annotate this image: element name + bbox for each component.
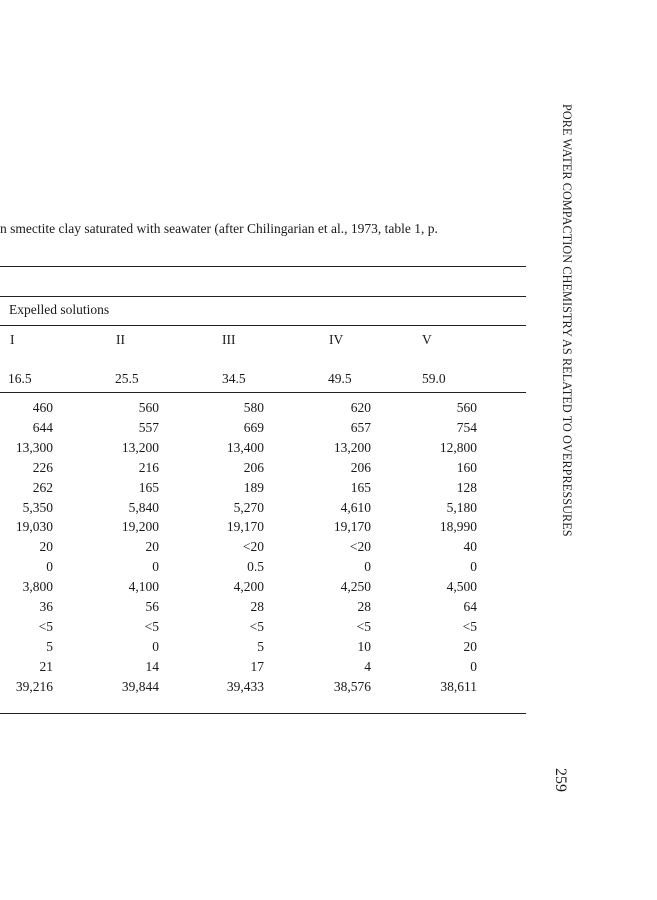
table-cell: 226: [32, 459, 53, 475]
table-caption: n smectite clay saturated with seawater (after Chilingarian et al., 1973, table 1, p.: [0, 221, 438, 236]
table-cell: 3,800: [22, 579, 53, 595]
table-cell: 13,300: [15, 439, 53, 455]
table-cell: 4,610: [340, 499, 371, 515]
table-cell: 40: [463, 539, 477, 555]
table-cell: 165: [138, 479, 159, 495]
table-cell: 0: [152, 638, 159, 654]
table-cell: 56: [145, 599, 159, 614]
spanner-bottom-rule: [0, 325, 526, 326]
table-cell: 39,433: [226, 678, 264, 694]
table-cell: 13,200: [333, 439, 371, 455]
table-cell: 36: [39, 599, 53, 614]
spanner-label: Expelled solutions: [9, 302, 110, 317]
column-header-ii: II: [116, 332, 125, 347]
table-cell: 557: [138, 419, 159, 435]
table-cell: 12,800: [439, 439, 477, 455]
table-cell: <5: [356, 618, 371, 634]
table-cell: 20: [145, 539, 159, 555]
table-top-rule: [0, 266, 526, 267]
table-cell: 4,200: [233, 579, 264, 595]
table-cell: <20: [349, 539, 371, 555]
spanner-top-rule: [0, 296, 526, 297]
table-cell: 19,030: [15, 519, 53, 535]
header-bottom-rule: [0, 392, 526, 393]
table-cell: 580: [243, 400, 264, 415]
pressure-value: 59.0: [422, 371, 446, 386]
table-cell: 669: [243, 419, 264, 435]
table-cell: 560: [456, 400, 477, 415]
table-cell: 18,990: [439, 519, 477, 535]
table-cell: 560: [138, 400, 159, 415]
table-cell: <5: [144, 618, 159, 634]
table-cell: 5,270: [233, 499, 264, 515]
table-cell: <5: [249, 618, 264, 634]
table-cell: 4: [364, 658, 371, 674]
table-cell: 5,840: [128, 499, 159, 515]
table-cell: <5: [462, 618, 477, 634]
table-cell: 28: [357, 599, 371, 614]
table-cell: 0: [470, 658, 477, 674]
table-cell: 38,611: [440, 678, 477, 694]
table-cell: 38,576: [333, 678, 371, 694]
table-cell: 0: [364, 559, 371, 575]
table-cell: 460: [32, 400, 53, 415]
table-cell: 20: [39, 539, 53, 555]
table-cell: 644: [32, 419, 53, 435]
table-cell: 206: [350, 459, 371, 475]
table-cell: 14: [145, 658, 159, 674]
table-cell: 5,350: [22, 499, 53, 515]
table-cell: 0: [152, 559, 159, 575]
table-cell: 20: [463, 638, 477, 654]
table-cell: 21: [39, 658, 53, 674]
table-cell: 4,500: [446, 579, 477, 595]
column-header-v: V: [422, 332, 432, 347]
column-header-iv: IV: [329, 332, 344, 347]
table-cell: 5,180: [446, 499, 477, 515]
table-cell: 10: [357, 638, 371, 654]
table-cell: 19,200: [121, 519, 159, 535]
table-cell: 39,844: [121, 678, 159, 694]
table-cell: 262: [32, 479, 53, 495]
table-cell: 13,400: [226, 439, 264, 455]
table-cell: 165: [350, 479, 371, 495]
table-cell: 5: [257, 638, 264, 654]
pressure-value: 16.5: [8, 371, 32, 386]
column-header-iii: III: [222, 332, 236, 347]
table-cell: 160: [456, 459, 477, 475]
page-number: 259: [552, 768, 569, 792]
table-cell: 0: [470, 559, 477, 575]
pressure-value: 49.5: [328, 371, 352, 386]
table-cell: 0: [46, 559, 53, 575]
column-header-i: I: [10, 332, 15, 347]
table-cell: 4,250: [340, 579, 371, 595]
table-cell: 206: [243, 459, 264, 475]
table-cell: 5: [46, 638, 53, 654]
table-cell: 4,100: [128, 579, 159, 595]
pressure-value: 34.5: [222, 371, 246, 386]
running-head: PORE WATER COMPACTION CHEMISTRY AS RELATED TO OVERPRESSURES: [560, 104, 574, 537]
table-cell: 657: [350, 419, 371, 435]
table-cell: 216: [138, 459, 159, 475]
table-cell: 189: [243, 479, 264, 495]
table-cell: 13,200: [121, 439, 159, 455]
table-cell: 39,216: [15, 678, 53, 694]
table-cell: 28: [250, 599, 264, 614]
pressure-value: 25.5: [115, 371, 139, 386]
table-cell: 64: [463, 599, 477, 614]
table-cell: 620: [350, 400, 371, 415]
table-cell: 19,170: [333, 519, 371, 535]
table-cell: 0.5: [247, 559, 264, 575]
table-cell: <20: [242, 539, 264, 555]
table-bottom-rule: [0, 713, 526, 714]
table-cell: 19,170: [226, 519, 264, 535]
table-cell: 754: [456, 419, 477, 435]
table-cell: 128: [456, 479, 477, 495]
table-cell: <5: [38, 618, 53, 634]
table-cell: 17: [250, 658, 264, 674]
